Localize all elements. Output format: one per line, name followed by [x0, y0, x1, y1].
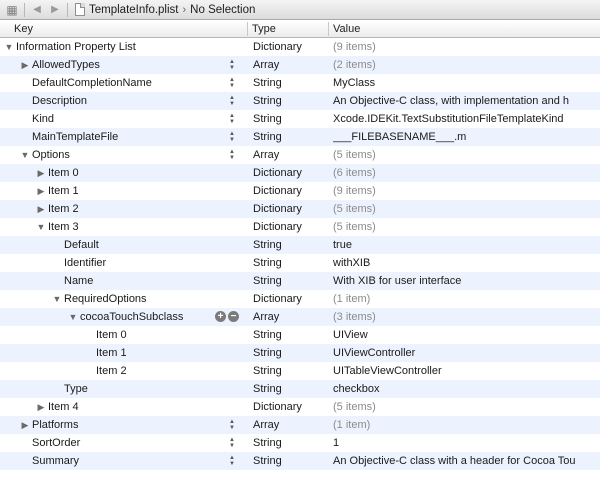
key-cell[interactable] — [0, 128, 228, 146]
value-cell[interactable]: With XIB for user interface — [333, 275, 462, 287]
plist-row[interactable] — [0, 452, 600, 470]
key-label: cocoaTouchSubclass — [80, 311, 184, 323]
plist-row[interactable] — [0, 110, 600, 128]
key-cell[interactable] — [0, 164, 228, 182]
key-cell[interactable] — [0, 344, 228, 362]
type-cell[interactable]: Array — [253, 311, 280, 323]
key-label: SortOrder — [32, 437, 81, 449]
key-label: AllowedTypes — [32, 59, 100, 71]
plist-file-icon — [75, 3, 85, 16]
type-cell[interactable]: String — [253, 95, 282, 107]
key-label: DefaultCompletionName — [32, 77, 152, 89]
disclosure-expanded-icon[interactable]: ▼ — [36, 222, 46, 232]
plist-row[interactable] — [0, 92, 600, 110]
key-label: Item 3 — [48, 221, 79, 233]
key-label: MainTemplateFile — [32, 131, 119, 143]
key-stepper-icon[interactable]: ▲ ▼ — [229, 419, 235, 431]
key-label: Platforms — [32, 419, 79, 431]
value-cell[interactable]: (5 items) — [333, 221, 376, 233]
key-cell[interactable] — [0, 380, 228, 398]
key-cell[interactable] — [0, 110, 228, 128]
key-label: RequiredOptions — [64, 293, 147, 305]
key-label: Item 0 — [96, 329, 127, 341]
jump-bar-divider — [67, 3, 68, 17]
value-cell[interactable]: withXIB — [333, 257, 371, 269]
breadcrumb-chevron-icon: › — [182, 3, 187, 16]
value-cell[interactable]: UITableViewController — [333, 365, 442, 377]
jump-bar-divider — [24, 3, 25, 17]
disclosure-expanded-icon[interactable]: ▼ — [4, 42, 14, 52]
key-label: Item 4 — [48, 401, 79, 413]
type-cell[interactable]: String — [253, 239, 282, 251]
key-label: Summary — [32, 455, 80, 467]
key-stepper-icon[interactable]: ▲ ▼ — [229, 95, 235, 107]
key-label: Item 0 — [48, 167, 79, 179]
type-cell[interactable]: String — [253, 365, 282, 377]
key-cell[interactable] — [0, 434, 228, 452]
disclosure-expanded-icon[interactable]: ▼ — [20, 150, 30, 160]
type-cell[interactable]: String — [253, 131, 282, 143]
key-cell[interactable] — [0, 416, 228, 434]
value-cell[interactable]: (3 items) — [333, 311, 376, 323]
column-header-value[interactable]: Value — [333, 23, 361, 35]
plist-row[interactable] — [0, 164, 600, 182]
key-cell[interactable] — [0, 308, 228, 326]
disclosure-collapsed-icon[interactable]: ▶ — [37, 402, 45, 412]
plist-row[interactable] — [0, 236, 600, 254]
value-cell[interactable]: (2 items) — [333, 59, 376, 71]
plist-row[interactable] — [0, 290, 600, 308]
type-cell[interactable]: Array — [253, 149, 280, 161]
plist-row[interactable] — [0, 308, 600, 326]
type-cell[interactable]: String — [253, 455, 282, 467]
type-cell[interactable]: String — [253, 347, 282, 359]
type-cell[interactable]: Array — [253, 59, 280, 71]
type-cell[interactable]: String — [253, 383, 282, 395]
breadcrumb-file[interactable]: TemplateInfo.plist — [89, 3, 179, 16]
plist-row[interactable] — [0, 398, 600, 416]
value-cell[interactable]: (1 item) — [333, 419, 371, 431]
value-cell[interactable]: (5 items) — [333, 401, 376, 413]
value-cell[interactable]: UIView — [333, 329, 368, 341]
type-cell[interactable]: String — [253, 257, 282, 269]
key-cell[interactable] — [0, 398, 228, 416]
key-cell[interactable] — [0, 38, 228, 56]
key-stepper-icon[interactable]: ▲ ▼ — [229, 149, 235, 161]
key-cell[interactable] — [0, 92, 228, 110]
plist-row[interactable] — [0, 326, 600, 344]
key-label: Options — [32, 149, 70, 161]
key-label: Default — [64, 239, 99, 251]
key-stepper-icon[interactable]: ▲ ▼ — [229, 113, 235, 125]
plist-row[interactable] — [0, 56, 600, 74]
type-cell[interactable]: Dictionary — [253, 401, 302, 413]
column-header-type[interactable]: Type — [252, 23, 276, 35]
forward-arrow-icon[interactable]: ▶ — [51, 4, 59, 15]
key-cell[interactable] — [0, 200, 228, 218]
add-item-icon[interactable]: + — [215, 311, 226, 322]
row-add-remove-controls — [215, 311, 241, 323]
type-cell[interactable]: String — [253, 113, 282, 125]
plist-row[interactable] — [0, 344, 600, 362]
disclosure-collapsed-icon[interactable]: ▶ — [21, 420, 29, 430]
value-cell[interactable]: 1 — [333, 437, 340, 449]
jump-bar — [0, 0, 600, 20]
key-label: Item 2 — [96, 365, 127, 377]
plist-row[interactable] — [0, 38, 600, 56]
plist-row[interactable] — [0, 434, 600, 452]
value-cell[interactable]: (9 items) — [333, 41, 376, 53]
value-cell[interactable]: true — [333, 239, 352, 251]
key-label: Item 2 — [48, 203, 79, 215]
plist-row[interactable] — [0, 272, 600, 290]
key-cell[interactable] — [0, 182, 228, 200]
key-stepper-icon[interactable]: ▲ ▼ — [229, 77, 235, 89]
key-stepper-icon[interactable]: ▲ ▼ — [229, 455, 235, 467]
type-cell[interactable]: Dictionary — [253, 221, 302, 233]
value-cell[interactable]: MyClass — [333, 77, 376, 89]
plist-row[interactable] — [0, 74, 600, 92]
key-cell[interactable] — [0, 362, 228, 380]
value-cell[interactable]: An Objective-C class, with implementation and h — [333, 95, 569, 107]
plist-row[interactable] — [0, 200, 600, 218]
key-label: Name — [64, 275, 94, 287]
disclosure-collapsed-icon[interactable]: ▶ — [37, 168, 45, 178]
key-label: Kind — [32, 113, 55, 125]
value-cell[interactable]: An Objective-C class with a header for Cocoa Tou — [333, 455, 576, 467]
key-cell[interactable] — [0, 326, 228, 344]
key-cell[interactable] — [0, 146, 228, 164]
value-cell[interactable]: (6 items) — [333, 167, 376, 179]
type-cell[interactable]: String — [253, 275, 282, 287]
value-cell[interactable]: UIViewController — [333, 347, 416, 359]
key-cell[interactable] — [0, 218, 228, 236]
plist-row[interactable] — [0, 128, 600, 146]
disclosure-collapsed-icon[interactable]: ▶ — [37, 186, 45, 196]
type-cell[interactable]: String — [253, 437, 282, 449]
key-stepper-icon[interactable]: ▲ ▼ — [229, 131, 235, 143]
key-label: Item 1 — [96, 347, 127, 359]
key-label: Identifier — [64, 257, 107, 269]
value-cell[interactable]: ___FILEBASENAME___.m — [333, 131, 467, 143]
plist-row[interactable] — [0, 146, 600, 164]
back-arrow-icon[interactable]: ◀ — [33, 4, 41, 15]
disclosure-collapsed-icon[interactable]: ▶ — [37, 204, 45, 214]
key-stepper-icon[interactable]: ▲ ▼ — [229, 59, 235, 71]
type-cell[interactable]: Dictionary — [253, 167, 302, 179]
key-cell[interactable] — [0, 290, 228, 308]
plist-row[interactable] — [0, 218, 600, 236]
key-cell[interactable] — [0, 272, 228, 290]
key-label: Description — [32, 95, 88, 107]
disclosure-collapsed-icon[interactable]: ▶ — [21, 60, 29, 70]
key-label: Information Property List — [16, 41, 136, 53]
plist-row[interactable] — [0, 362, 600, 380]
plist-outline — [0, 38, 600, 470]
key-label: Type — [64, 383, 88, 395]
type-cell[interactable]: Array — [253, 419, 280, 431]
column-header-key[interactable]: Key — [14, 23, 33, 35]
column-header — [0, 21, 600, 38]
plist-row[interactable] — [0, 254, 600, 272]
value-cell[interactable]: (9 items) — [333, 185, 376, 197]
type-cell[interactable]: String — [253, 329, 282, 341]
value-cell[interactable]: Xcode.IDEKit.TextSubstitutionFileTemplateKind — [333, 113, 564, 125]
disclosure-expanded-icon[interactable]: ▼ — [52, 294, 62, 304]
type-cell[interactable]: String — [253, 77, 282, 89]
related-items-icon[interactable]: ▦ — [6, 2, 18, 17]
value-cell[interactable]: (5 items) — [333, 203, 376, 215]
key-cell[interactable] — [0, 452, 228, 470]
type-cell[interactable]: Dictionary — [253, 293, 302, 305]
remove-item-icon[interactable]: − — [228, 311, 239, 322]
plist-row[interactable] — [0, 416, 600, 434]
key-cell[interactable] — [0, 74, 228, 92]
breadcrumb-selection[interactable]: No Selection — [190, 3, 256, 16]
value-cell[interactable]: (5 items) — [333, 149, 376, 161]
disclosure-expanded-icon[interactable]: ▼ — [68, 312, 78, 322]
value-cell[interactable]: (1 item) — [333, 293, 371, 305]
value-cell[interactable]: checkbox — [333, 383, 380, 395]
type-cell[interactable]: Dictionary — [253, 203, 302, 215]
plist-row[interactable] — [0, 182, 600, 200]
key-label: Item 1 — [48, 185, 79, 197]
key-stepper-icon[interactable]: ▲ ▼ — [229, 437, 235, 449]
key-cell[interactable] — [0, 236, 228, 254]
key-cell[interactable] — [0, 56, 228, 74]
type-cell[interactable]: Dictionary — [253, 185, 302, 197]
type-cell[interactable]: Dictionary — [253, 41, 302, 53]
key-cell[interactable] — [0, 254, 228, 272]
plist-row[interactable] — [0, 380, 600, 398]
